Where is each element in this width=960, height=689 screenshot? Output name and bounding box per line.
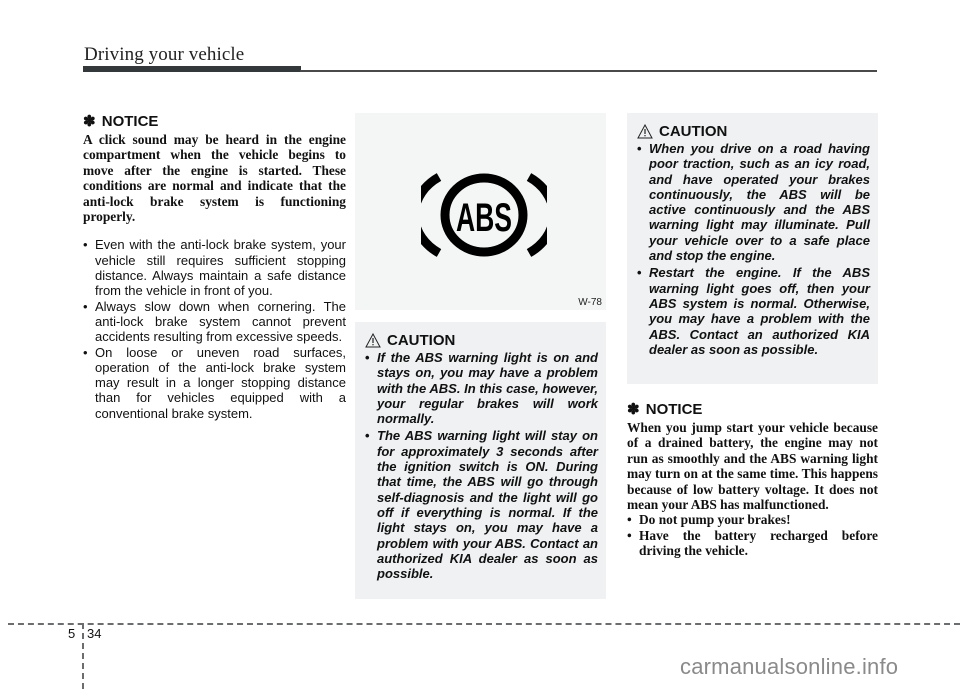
section-title: Driving your vehicle bbox=[84, 44, 245, 65]
header-rule-thick bbox=[83, 66, 301, 72]
caution-box-poor-traction bbox=[627, 113, 878, 384]
caution-heading bbox=[365, 332, 598, 349]
caution-heading bbox=[637, 123, 870, 140]
abs-illustration bbox=[355, 113, 606, 310]
list-item: • Restart the engine. If the ABS warning light goes off, then your ABS system is normal. Otherwise, you may have a problem with the ABS. Contact an authorized KIA dealer as soon as possible. bbox=[637, 265, 870, 357]
notice-body: A click sound may be heard in the engine compartment when the vehicle begins to move after the engine is started. These conditions are normal and indicate that the anti-lock brake system is functioning properly. bbox=[83, 132, 346, 225]
list-item: • Do not pump your brakes! bbox=[627, 512, 878, 527]
warning-triangle-icon bbox=[637, 124, 653, 139]
image-code: W-78 bbox=[578, 297, 602, 308]
abs-warning-light-icon bbox=[421, 169, 547, 261]
warning-triangle-icon bbox=[365, 333, 381, 348]
notice-heading-label: NOTICE bbox=[645, 401, 703, 418]
left-column bbox=[83, 112, 346, 421]
caution-list bbox=[365, 350, 598, 581]
list-item: • The ABS warning light will stay on for approximately 3 seconds after the ignition switch is ON. During that time, the ABS will go through self-diagnosis and the light will go off if everything is normal. If the light stays on, you may have a problem with your ABS. Contact an authorized KIA dealer as soon as possible. bbox=[365, 428, 598, 581]
notice-heading-label: NOTICE bbox=[101, 113, 159, 130]
page-number: 34 bbox=[87, 626, 102, 641]
notice-body: When you jump start your vehicle because of a drained battery, the engine may not run as smoothly and the ABS warning light may turn on at the same time. This happens because of low battery voltage. It does not mean your ABS has malfunctioned. bbox=[627, 420, 878, 513]
caution-list bbox=[637, 141, 870, 357]
list-item: • Have the battery recharged before driving the vehicle. bbox=[627, 528, 878, 559]
chapter-number: 5 bbox=[68, 626, 76, 641]
asterisk-icon: ✽ bbox=[83, 113, 96, 130]
notice-bullet-list bbox=[627, 512, 878, 558]
footer-divider bbox=[8, 623, 960, 625]
list-item: • Always slow down when cornering. The anti-lock brake system cannot prevent accidents resulting from excessive speeds. bbox=[83, 299, 346, 345]
footer-vertical-divider bbox=[82, 623, 84, 689]
notice-heading bbox=[83, 112, 346, 130]
list-item: • Even with the anti-lock brake system, your vehicle still requires sufficient stopping distance. Always maintain a safe distance from the vehicle in front of you. bbox=[83, 237, 346, 298]
list-item: • On loose or uneven road surfaces, operation of the anti-lock brake system may result in a longer stopping distance than for vehicles equipped with a conventional brake system. bbox=[83, 345, 346, 421]
list-item: • If the ABS warning light is on and stays on, you may have a problem with the ABS. In this case, however, your regular brakes will work normally. bbox=[365, 350, 598, 426]
caution-heading-label: CAUTION bbox=[659, 123, 728, 140]
jump-start-notice bbox=[627, 400, 878, 559]
header-rule-thin bbox=[300, 70, 877, 72]
bullet-list bbox=[83, 237, 346, 421]
abs-icon-text: ABS bbox=[456, 196, 512, 240]
watermark: carmanualsonline.info bbox=[680, 654, 899, 679]
caution-heading-label: CAUTION bbox=[387, 332, 456, 349]
list-item: • When you drive on a road having poor traction, such as an icy road, and have operated your brakes continuously, the ABS will be active continuously and the ABS warning light may illuminate. Pull your vehicle over to a safe place and stop the engine. bbox=[637, 141, 870, 263]
caution-box-abs-light bbox=[355, 322, 606, 599]
notice-heading bbox=[627, 400, 878, 418]
asterisk-icon: ✽ bbox=[627, 401, 640, 418]
